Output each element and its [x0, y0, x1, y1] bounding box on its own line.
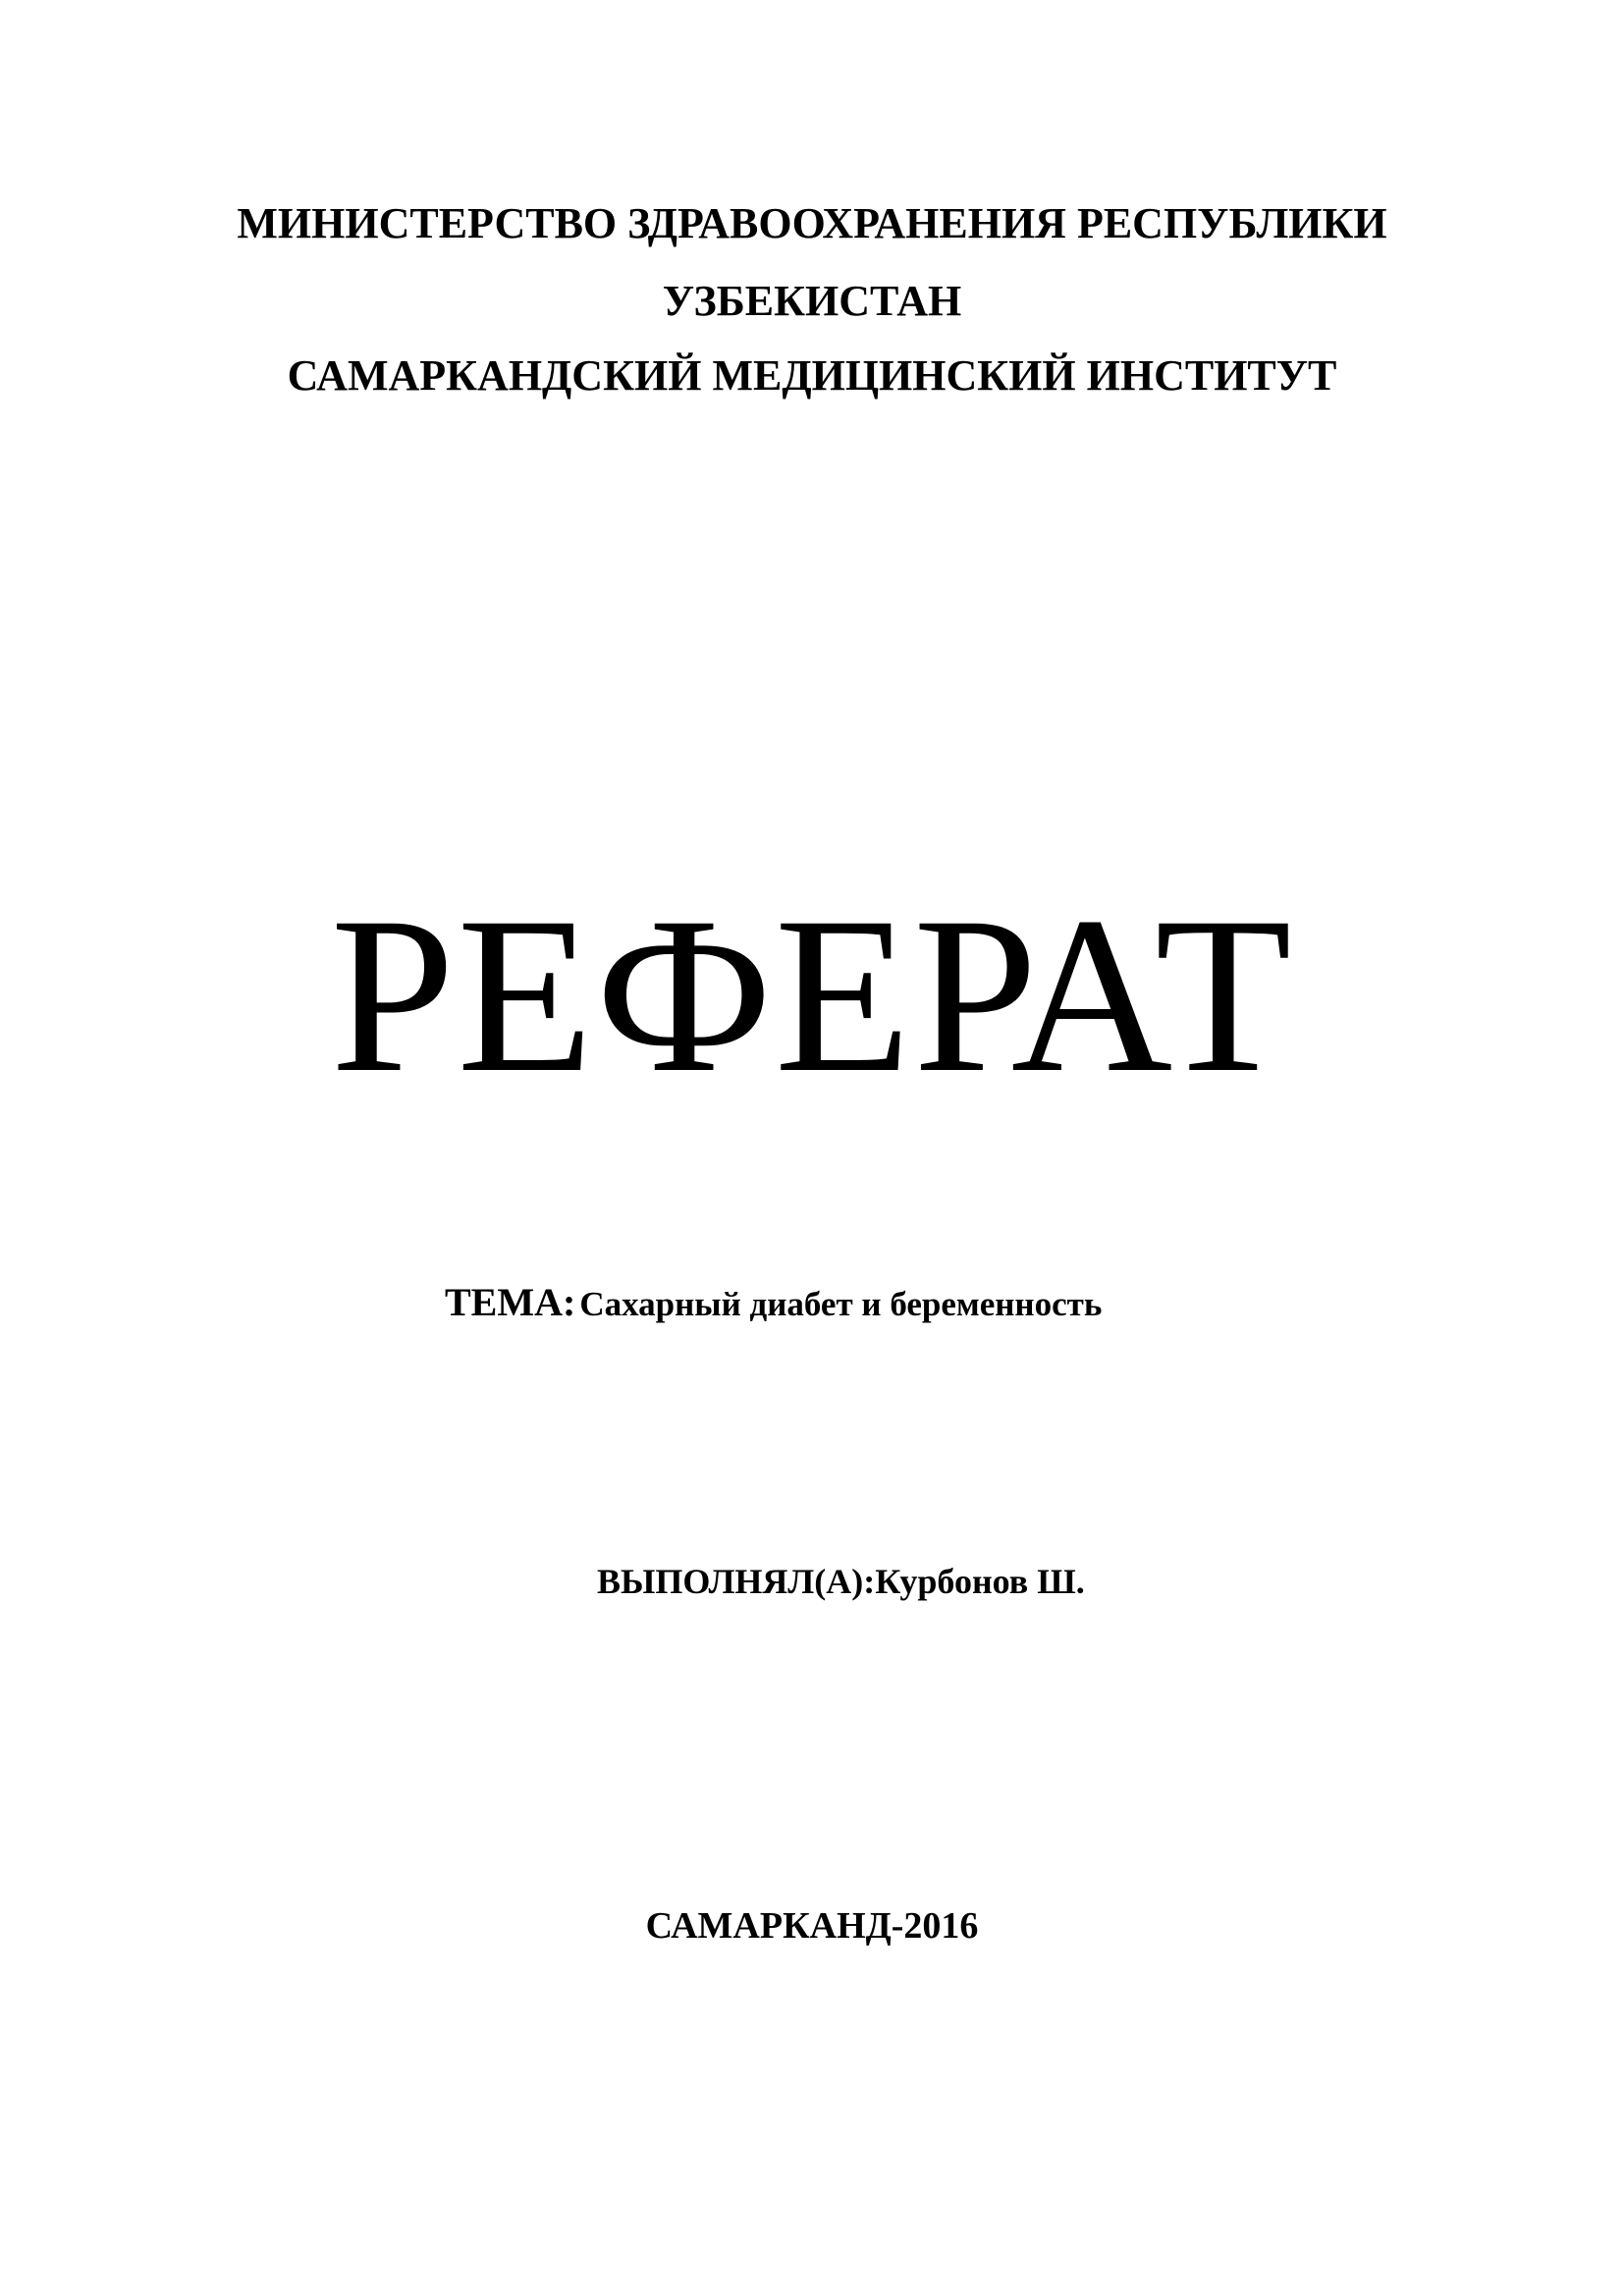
document-type-title: РЕФЕРАТ — [330, 872, 1294, 1119]
institute-name: САМАРКАНДСКИЙ МЕДИЦИНСКИЙ ИНСТИТУТ — [287, 351, 1337, 400]
author-label: ВЫПОЛНЯЛ(А): — [597, 1562, 876, 1601]
ministry-line-1: МИНИСТЕРСТВО ЗДРАВООХРАНЕНИЯ РЕСПУБЛИКИ — [237, 199, 1387, 247]
city-year: САМАРКАНД-2016 — [645, 1905, 979, 1947]
author-name: Курбонов Ш. — [875, 1562, 1085, 1601]
author-line — [597, 1564, 1085, 1599]
ministry-line-2: УЗБЕКИСТАН — [662, 277, 962, 325]
topic-label: ТЕМА: — [445, 1280, 576, 1324]
topic-line — [445, 1280, 1103, 1324]
topic-value: Сахарный диабет и беременность — [579, 1285, 1103, 1323]
